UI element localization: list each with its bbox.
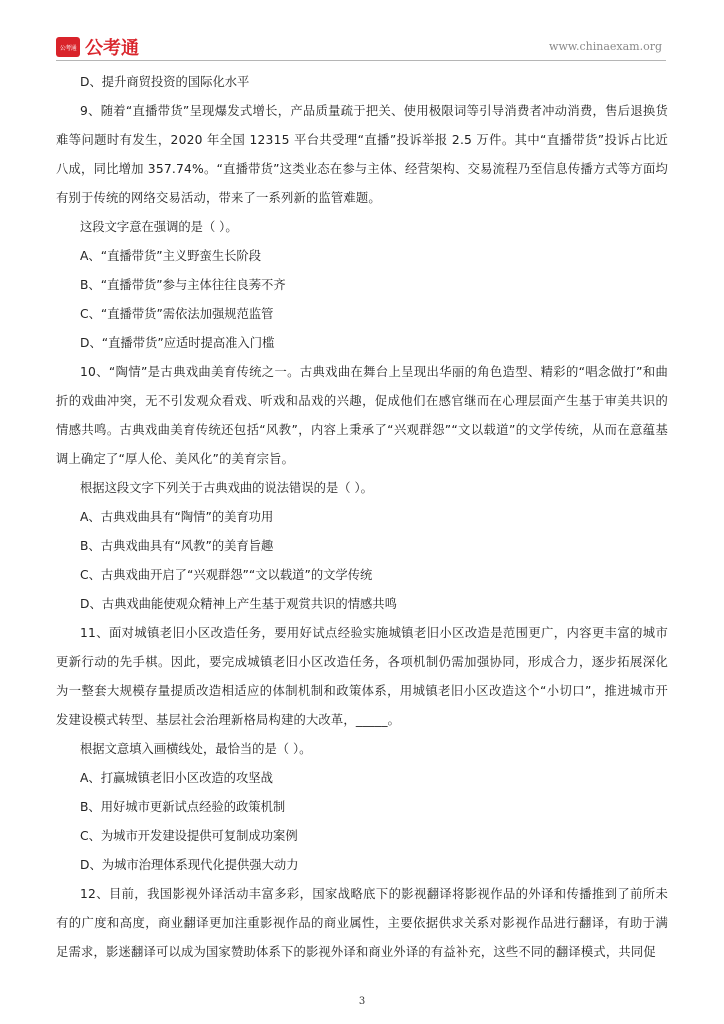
question-stem: 11、面对城镇老旧小区改造任务，要用好试点经验实施城镇老旧小区改造是范围更广，内容更丰富的城市更新行动的先手棋。因此，要完成城镇老旧小区改造任务，各项机制仍需加强协同，形成合力，逐步拓展深化为一整套大规模存量提质改造相适应的体制机制和政策体系，用城镇老旧小区改造这个“小切口”，推进城市开发建设模式转型、基层社会治理新格局构建的大改革，_____。 [56, 626, 668, 727]
question-prompt: 这段文字意在强调的是（ ）。 [80, 220, 238, 234]
logo-badge-icon: 公考通 [56, 37, 80, 57]
document-body [56, 68, 668, 967]
question-option: D、提升商贸投资的国际化水平 [80, 75, 250, 89]
question-option: A、“直播带货”主义野蛮生长阶段 [80, 249, 262, 263]
question-option: D、为城市治理体系现代化提供强大动力 [80, 858, 299, 872]
question-option: C、“直播带货”需依法加强规范监管 [80, 307, 274, 321]
logo-text: 公考通 [85, 38, 139, 59]
question-prompt: 根据文意填入画横线处，最恰当的是（ ）。 [80, 742, 312, 756]
page-number: 3 [358, 996, 366, 1007]
question-stem: 10、“陶情”是古典戏曲美育传统之一。古典戏曲在舞台上呈现出华丽的角色造型、精彩的“唱念做打”和曲折的戏曲冲突，无不引发观众看戏、听戏和品戏的兴趣，促成他们在感官继而在心理层面产生基于审美共识的情感共鸣。古典戏曲美育传统还包括“风教”，内容上秉承了“兴观群怨”“文以载道”的文学传统，从而在意蕴基调上确定了“厚人伦、美风化”的美育宗旨。 [56, 365, 668, 466]
question-option: B、“直播带货”参与主体往往良莠不齐 [80, 278, 286, 292]
question-option: B、古典戏曲具有“风教”的美育旨趣 [80, 539, 274, 553]
question-option: C、为城市开发建设提供可复制成功案例 [80, 829, 298, 843]
question-option: A、打赢城镇老旧小区改造的攻坚战 [80, 771, 273, 785]
question-option: D、“直播带货”应适时提高准入门槛 [80, 336, 275, 350]
header-divider [56, 60, 666, 61]
question-prompt: 根据这段文字下列关于古典戏曲的说法错误的是（ ）。 [80, 481, 373, 495]
question-option: C、古典戏曲开启了“兴观群怨”“文以载道”的文学传统 [80, 568, 373, 582]
question-stem: 9、随着“直播带货”呈现爆发式增长，产品质量疏于把关、使用极限词等引导消费者冲动消费，售后退换货难等问题时有发生，2020 年全国 12315 平台共受理“直播”投诉举报 2.5 万件。其中“直播带货”投诉占比近八成，同比增加 357.74%。“直播带货”这类业态在参与主体、经营架构、交易流程乃至信息传播方式等方面均有别于传统的网络交易活动，带来了一系列新的监管难题。 [56, 104, 668, 205]
question-option: A、古典戏曲具有“陶情”的美育功用 [80, 510, 274, 524]
logo[interactable] [56, 34, 139, 60]
question-option: B、用好城市更新试点经验的政策机制 [80, 800, 286, 814]
page-header [56, 30, 666, 60]
question-stem: 12、目前，我国影视外译活动丰富多彩，国家战略底下的影视翻译将影视作品的外译和传播推到了前所未有的广度和高度，商业翻译更加注重影视作品的商业属性，主要依据供求关系对影视作品进行翻译，有助于满足需求，影迷翻译可以成为国家赞助体系下的影视外译和商业外译的有益补充，这些不同的翻译模式，共同促 [56, 887, 668, 959]
question-option: D、古典戏曲能使观众精神上产生基于观赏共识的情感共鸣 [80, 597, 397, 611]
site-url[interactable]: www.chinaexam.org [549, 40, 662, 53]
